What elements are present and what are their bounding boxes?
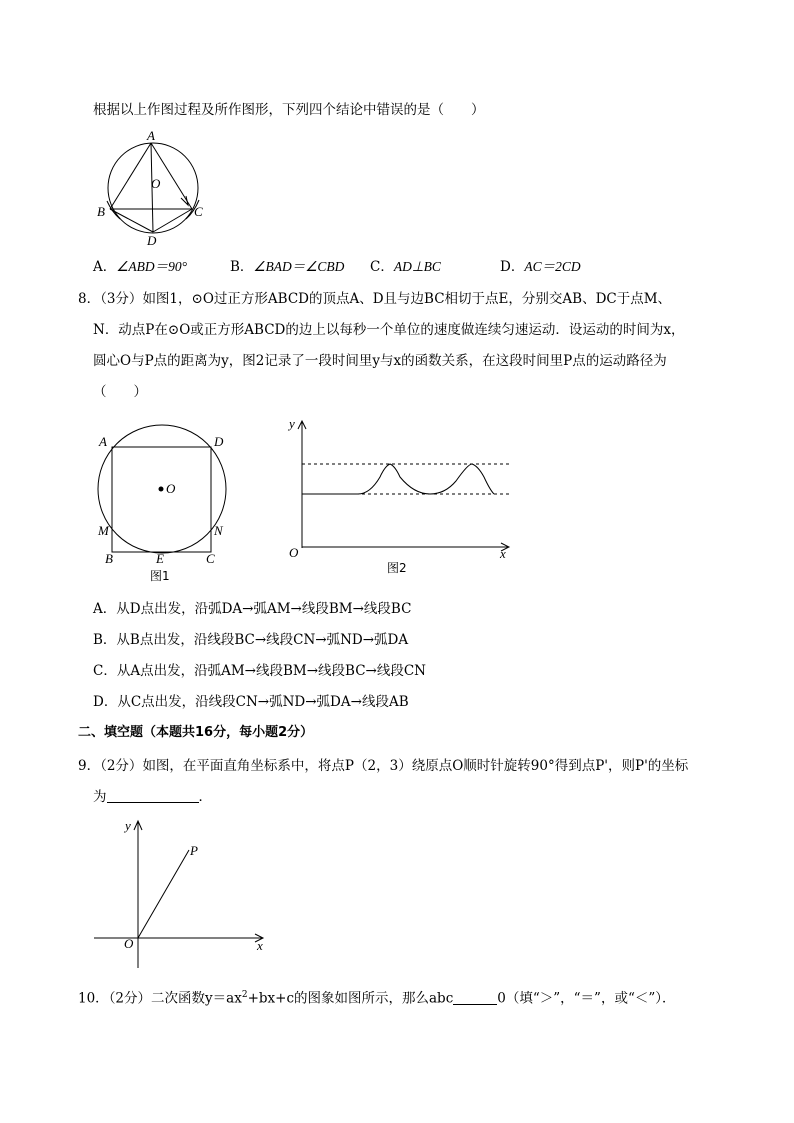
q9-line-1: 9．（2分）如图，在平面直角坐标系中，将点P（2，3）绕原点O顺时针旋转90°得到点P'，则P'的坐标 [78, 758, 689, 774]
square-abcd [112, 447, 211, 552]
q7-option-c: C．AD⊥BC [370, 259, 441, 275]
q7-figure-circle [95, 128, 235, 248]
label-o: O [166, 481, 176, 496]
q9-line-2: 为 ． [93, 789, 212, 805]
label-x: x [500, 546, 506, 561]
q7-option-d: D．AC＝2CD [500, 259, 581, 275]
label-c: C [194, 204, 203, 219]
q8-option-a: A．从D点出发，沿弧DA→弧AM→线段BM→线段BC [93, 601, 412, 617]
label-e: E [156, 551, 164, 566]
label-p: P [190, 843, 198, 858]
label-o: O [151, 176, 161, 191]
segment-op [138, 850, 189, 938]
label-y: y [289, 416, 295, 431]
segment-bd [110, 209, 153, 232]
q8-line-3: 圆心O与P点的距离为y，图2记录了一段时间里y与x的函数关系，在这段时间里P点的运动路径为 [93, 353, 667, 369]
q10-line-1: 10．（2分）二次函数$y=ax^2+bx+c$的图象如图所示，那么abc 0（填“＞”，“＝”，或“＜”）． [78, 990, 676, 1007]
segment-ab [110, 143, 151, 209]
center-dot [159, 487, 164, 492]
label-m: M [98, 523, 109, 538]
q8-line-4: （ ） [93, 384, 147, 400]
answer-blank[interactable] [107, 788, 199, 803]
q7-stem: 根据以上作图过程及所作图形，下列四个结论中错误的是（ ） [93, 102, 485, 118]
caption-fig1: 图1 [150, 569, 170, 583]
function-curve [302, 464, 494, 494]
label-y: y [125, 818, 131, 833]
q8-option-d: D．从C点出发，沿线段CN→弧ND→弧DA→线段AB [93, 694, 409, 710]
label-o: O [124, 936, 134, 951]
q8-figure-1 [95, 420, 240, 585]
label-o: O [289, 545, 299, 560]
q8-line-1: 8．（3分）如图1，⊙O过正方形ABCD的顶点A、D且与边BC相切于点E，分别交AB、DC于点M、 [78, 291, 672, 307]
q8-line-2: N．动点P在⊙O或正方形ABCD的边上以每秒一个单位的速度做连续匀速运动．设运动的时间为x， [93, 322, 685, 338]
label-n: N [214, 523, 223, 538]
label-c: C [206, 551, 215, 566]
q7-option-a: A．∠ABD＝90° [93, 259, 187, 275]
q9-figure [90, 815, 275, 975]
q8-figure-2 [285, 415, 515, 580]
label-a: A [99, 434, 107, 449]
label-b: B [97, 204, 105, 219]
label-d: D [147, 233, 157, 248]
q8-option-c: C．从A点出发，沿弧AM→线段BM→线段BC→线段CN [93, 663, 426, 679]
answer-blank[interactable] [453, 990, 497, 1005]
label-a: A [147, 128, 155, 143]
section-2-title: 二、填空题（本题共16分，每小题2分） [78, 725, 314, 740]
caption-fig2: 图2 [387, 561, 407, 575]
label-d: D [214, 434, 224, 449]
label-x: x [257, 938, 263, 953]
q7-option-b: B．∠BAD＝∠CBD [230, 259, 345, 275]
q8-option-b: B．从B点出发，沿线段BC→线段CN→弧ND→弧DA [93, 632, 409, 648]
label-b: B [105, 551, 113, 566]
